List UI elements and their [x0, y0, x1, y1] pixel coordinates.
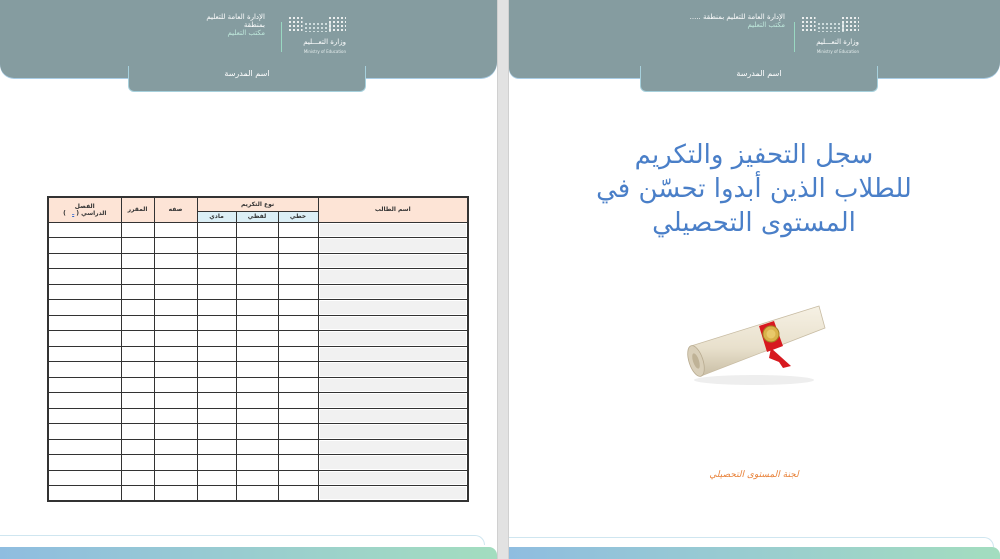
cell-honor-written[interactable]: [278, 408, 318, 424]
ministry-logo: [284, 14, 348, 56]
cell-honor-verbal[interactable]: [236, 238, 278, 254]
cell-honor-material[interactable]: [197, 222, 236, 238]
cell-subject[interactable]: [121, 393, 154, 409]
cell-subject[interactable]: [121, 238, 154, 254]
cell-student-name[interactable]: [318, 393, 468, 409]
cell-subject[interactable]: [121, 269, 154, 285]
cell-honor-material[interactable]: [197, 455, 236, 471]
cell-honor-written[interactable]: [278, 393, 318, 409]
cell-honor-written[interactable]: [278, 362, 318, 378]
cell-term[interactable]: [48, 284, 121, 300]
cell-subject[interactable]: [121, 377, 154, 393]
cell-honor-material[interactable]: [197, 377, 236, 393]
cell-honor-written[interactable]: [278, 424, 318, 440]
cell-term[interactable]: [48, 455, 121, 471]
school-name-tab: اسم المدرسة: [640, 66, 878, 92]
table-row: [48, 238, 468, 254]
cell-honor-verbal[interactable]: [236, 300, 278, 316]
cell-honor-material[interactable]: [197, 470, 236, 486]
cell-student-name[interactable]: [318, 362, 468, 378]
cover-title-line-1: سجل التحفيز والتكريم: [634, 140, 874, 170]
cell-grade[interactable]: [154, 284, 197, 300]
cell-grade[interactable]: [154, 253, 197, 269]
cell-honor-written[interactable]: [278, 222, 318, 238]
cell-honor-material[interactable]: [197, 408, 236, 424]
cell-honor-written[interactable]: [278, 284, 318, 300]
footer-band: [0, 547, 497, 559]
cover-title-line-2: للطلاب الذين أبدوا تحسّن في: [596, 174, 912, 204]
cell-subject[interactable]: [121, 315, 154, 331]
cell-grade[interactable]: [154, 331, 197, 347]
cell-grade[interactable]: [154, 222, 197, 238]
cell-honor-verbal[interactable]: [236, 284, 278, 300]
cell-honor-material[interactable]: [197, 269, 236, 285]
cell-term[interactable]: [48, 222, 121, 238]
cell-honor-material[interactable]: [197, 424, 236, 440]
honor-register-table: [47, 196, 469, 502]
cell-honor-verbal[interactable]: [236, 377, 278, 393]
cell-honor-written[interactable]: [278, 300, 318, 316]
cell-student-name[interactable]: [318, 486, 468, 502]
cell-subject[interactable]: [121, 300, 154, 316]
cell-subject[interactable]: [121, 486, 154, 502]
cell-subject[interactable]: [121, 346, 154, 362]
table-body: [48, 222, 468, 501]
cell-student-name[interactable]: [318, 253, 468, 269]
footer-line: [0, 535, 485, 545]
cell-student-name[interactable]: [318, 284, 468, 300]
table-row: [48, 284, 468, 300]
cell-grade[interactable]: [154, 300, 197, 316]
cell-honor-verbal[interactable]: [236, 346, 278, 362]
cell-honor-verbal[interactable]: [236, 408, 278, 424]
cell-subject[interactable]: [121, 455, 154, 471]
cover-title-line-3: المستوى التحصيلي: [652, 208, 856, 238]
cell-honor-material[interactable]: [197, 300, 236, 316]
header-honor-written: خطي: [278, 211, 318, 222]
ministry-name-ar: وزارة التعـــليم: [303, 38, 346, 46]
admin-line-1: الإدارة العامة للتعليم بمنطقة .....: [689, 13, 785, 21]
cell-honor-written[interactable]: [278, 455, 318, 471]
footer-band: [509, 547, 1000, 559]
cell-term[interactable]: [48, 393, 121, 409]
cell-student-name[interactable]: [318, 315, 468, 331]
administration-text: [145, 13, 265, 37]
table-row: [48, 424, 468, 440]
page-gutter: [497, 0, 509, 559]
header-honor-material: مادي: [197, 211, 236, 222]
ministry-name-ar: وزارة التعـــليم: [816, 38, 859, 46]
cell-honor-verbal[interactable]: [236, 393, 278, 409]
header-student-name: اسم الطالب: [318, 197, 468, 222]
cell-honor-written[interactable]: [278, 439, 318, 455]
cell-honor-verbal[interactable]: [236, 439, 278, 455]
cell-student-name[interactable]: [318, 439, 468, 455]
cell-term[interactable]: [48, 331, 121, 347]
table-row: [48, 408, 468, 424]
table-row: [48, 393, 468, 409]
cell-honor-written[interactable]: [278, 331, 318, 347]
cell-honor-written[interactable]: [278, 269, 318, 285]
cell-term[interactable]: [48, 408, 121, 424]
cell-term[interactable]: [48, 238, 121, 254]
logo-dots-icon: [817, 22, 845, 32]
cell-term[interactable]: [48, 470, 121, 486]
cell-student-name[interactable]: [318, 269, 468, 285]
cell-honor-written[interactable]: [278, 346, 318, 362]
diploma-scroll-icon: [679, 288, 829, 388]
ministry-name-en: Ministry of Education: [816, 49, 859, 54]
cell-student-name[interactable]: [318, 470, 468, 486]
cell-student-name[interactable]: [318, 455, 468, 471]
cell-grade[interactable]: [154, 486, 197, 502]
logo-dots-icon: [304, 22, 332, 32]
cell-honor-verbal[interactable]: [236, 470, 278, 486]
cell-honor-written[interactable]: [278, 377, 318, 393]
term-field-marker[interactable]: ـ: [72, 209, 75, 217]
logo-divider: [281, 22, 282, 52]
cell-honor-written[interactable]: [278, 486, 318, 502]
cell-student-name[interactable]: [318, 300, 468, 316]
header-grade: صفه: [154, 197, 197, 222]
table-row: [48, 315, 468, 331]
table-row: [48, 222, 468, 238]
page-right: [509, 0, 1000, 559]
cell-term[interactable]: [48, 486, 121, 502]
table-row: [48, 470, 468, 486]
cell-honor-verbal[interactable]: [236, 424, 278, 440]
cell-term[interactable]: [48, 377, 121, 393]
header-term: [48, 197, 121, 222]
cell-honor-material[interactable]: [197, 486, 236, 502]
cell-term[interactable]: [48, 424, 121, 440]
cell-student-name[interactable]: [318, 424, 468, 440]
table-row: [48, 300, 468, 316]
cell-subject[interactable]: [121, 331, 154, 347]
cell-term[interactable]: [48, 315, 121, 331]
ministry-logo: [797, 14, 861, 56]
cell-subject[interactable]: [121, 470, 154, 486]
cell-honor-written[interactable]: [278, 470, 318, 486]
cell-honor-verbal[interactable]: [236, 455, 278, 471]
cell-term[interactable]: [48, 253, 121, 269]
header-term-line1: الفصل: [74, 202, 95, 210]
table-row: [48, 377, 468, 393]
cell-subject[interactable]: [121, 424, 154, 440]
table-row: [48, 346, 468, 362]
administration-text: [625, 13, 785, 29]
cell-honor-verbal[interactable]: [236, 269, 278, 285]
cell-honor-material[interactable]: [197, 331, 236, 347]
cell-honor-material[interactable]: [197, 315, 236, 331]
cell-term[interactable]: [48, 300, 121, 316]
cell-grade[interactable]: [154, 377, 197, 393]
table-row: [48, 331, 468, 347]
committee-signature: لجنة المستوى التحصيلي: [709, 470, 799, 480]
table-row: [48, 269, 468, 285]
header-honor-verbal: لفظي: [236, 211, 278, 222]
cell-subject[interactable]: [121, 222, 154, 238]
table-row: [48, 253, 468, 269]
cell-honor-material[interactable]: [197, 253, 236, 269]
cell-grade[interactable]: [154, 269, 197, 285]
table-row: [48, 362, 468, 378]
cell-honor-material[interactable]: [197, 284, 236, 300]
cell-honor-verbal[interactable]: [236, 222, 278, 238]
cell-honor-verbal[interactable]: [236, 486, 278, 502]
cell-subject[interactable]: [121, 284, 154, 300]
cell-student-name[interactable]: [318, 331, 468, 347]
school-name-tab: اسم المدرسة: [128, 66, 366, 92]
cell-subject[interactable]: [121, 362, 154, 378]
footer-line: [509, 537, 994, 547]
cell-honor-written[interactable]: [278, 253, 318, 269]
cell-honor-written[interactable]: [278, 315, 318, 331]
admin-line-1: الإدارة العامة للتعليم: [206, 13, 265, 21]
cell-honor-material[interactable]: [197, 439, 236, 455]
cell-honor-material[interactable]: [197, 393, 236, 409]
cell-term[interactable]: [48, 362, 121, 378]
cell-grade[interactable]: [154, 315, 197, 331]
admin-line-2: بمنطقة: [243, 21, 265, 29]
cell-honor-verbal[interactable]: [236, 362, 278, 378]
table-row: [48, 439, 468, 455]
table-row: [48, 486, 468, 502]
table-row: [48, 455, 468, 471]
cell-honor-verbal[interactable]: [236, 315, 278, 331]
cell-subject[interactable]: [121, 408, 154, 424]
cell-grade[interactable]: [154, 424, 197, 440]
logo-divider: [794, 22, 795, 52]
header-honor-type: نوع التكريم: [197, 197, 318, 211]
cell-student-name[interactable]: [318, 222, 468, 238]
education-office: مكتب التعليم: [747, 21, 785, 29]
cell-term[interactable]: [48, 346, 121, 362]
cell-grade[interactable]: [154, 346, 197, 362]
cell-grade[interactable]: [154, 362, 197, 378]
cell-grade[interactable]: [154, 393, 197, 409]
cell-student-name[interactable]: [318, 238, 468, 254]
header-subject: المقرر: [121, 197, 154, 222]
cell-honor-material[interactable]: [197, 238, 236, 254]
cell-subject[interactable]: [121, 253, 154, 269]
cell-honor-written[interactable]: [278, 238, 318, 254]
cell-honor-verbal[interactable]: [236, 331, 278, 347]
cover-title: [549, 138, 959, 240]
cell-student-name[interactable]: [318, 377, 468, 393]
cell-honor-verbal[interactable]: [236, 253, 278, 269]
cell-grade[interactable]: [154, 238, 197, 254]
cell-student-name[interactable]: [318, 346, 468, 362]
cell-honor-material[interactable]: [197, 346, 236, 362]
cell-grade[interactable]: [154, 455, 197, 471]
education-office: مكتب التعليم: [227, 29, 265, 37]
cell-student-name[interactable]: [318, 408, 468, 424]
ministry-name-en: Ministry of Education: [303, 49, 346, 54]
cell-term[interactable]: [48, 439, 121, 455]
cell-honor-material[interactable]: [197, 362, 236, 378]
cell-grade[interactable]: [154, 470, 197, 486]
page-left: [0, 0, 497, 559]
cell-subject[interactable]: [121, 439, 154, 455]
cell-grade[interactable]: [154, 439, 197, 455]
cell-term[interactable]: [48, 269, 121, 285]
cell-grade[interactable]: [154, 408, 197, 424]
header-term-line2: الدراسي ( ـ ): [63, 209, 107, 217]
